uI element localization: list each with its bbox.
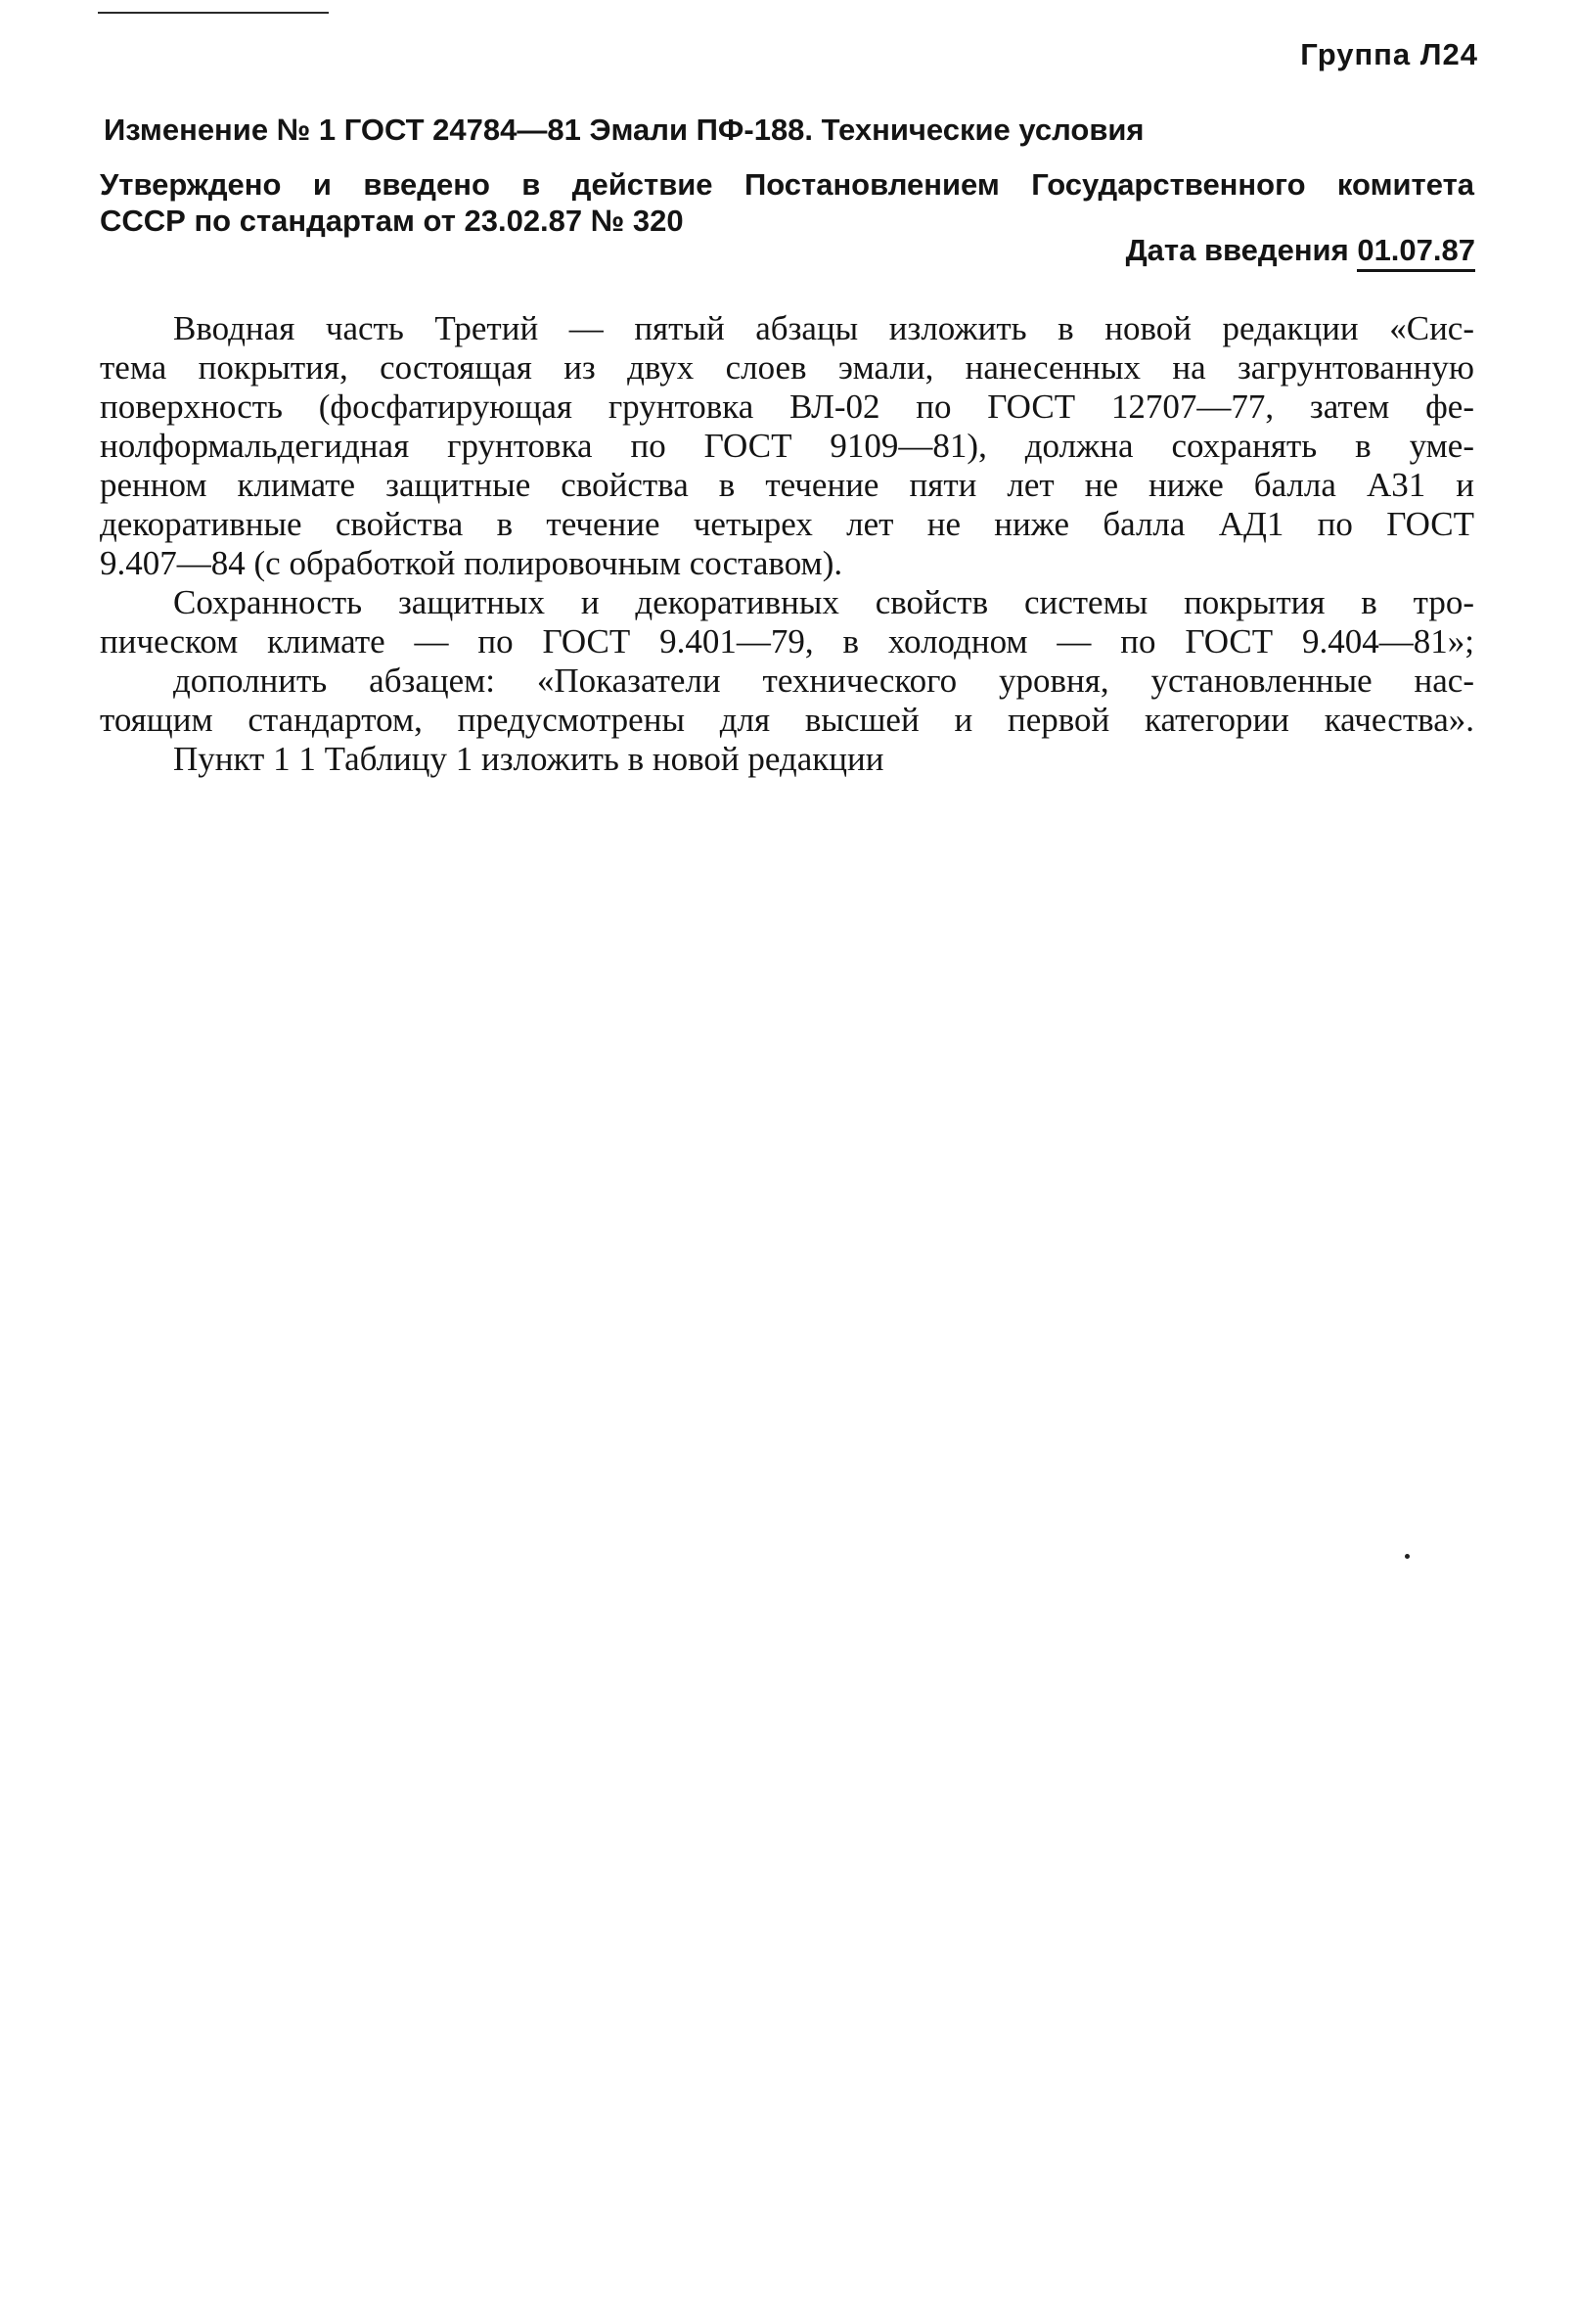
body-line: тема покрытия, состоящая из двух слоев эмали, нанесенных на загрунтованную — [100, 348, 1474, 387]
body-line: Вводная часть Третий — пятый абзацы изложить в новой редакции «Сис- — [173, 309, 1474, 347]
amendment-title: Изменение № 1 ГОСТ 24784—81 Эмали ПФ-188. Технические условия — [104, 113, 1145, 147]
body-line: пическом климате — по ГОСТ 9.401—79, в холодном — по ГОСТ 9.404—81»; — [100, 622, 1474, 661]
amendment-body — [100, 309, 1474, 779]
body-line: поверхность (фосфатирующая грунтовка ВЛ-02 по ГОСТ 12707—77, затем фе- — [100, 387, 1474, 426]
approval-statement — [100, 166, 1474, 239]
body-line: тоящим стандартом, предусмотрены для высшей и первой категории качества». — [100, 701, 1474, 739]
body-line: нолформальдегидная грунтовка по ГОСТ 9109—81), должна сохранять в уме- — [100, 427, 1474, 465]
body-line: Пункт 1 1 Таблицу 1 изложить в новой редакции — [173, 740, 884, 778]
approval-line: СССР по стандартам от 23.02.87 № 320 — [100, 204, 684, 238]
top-rule — [98, 12, 329, 14]
body-line: Сохранность защитных и декоративных свойств системы покрытия в тро- — [173, 583, 1474, 621]
body-line: 9.407—84 (с обработкой полировочным составом). — [100, 544, 843, 582]
scan-speck — [1405, 1554, 1410, 1559]
effective-date-value: 01.07.87 — [1357, 233, 1475, 272]
body-line: ренном климате защитные свойства в течение пяти лет не ниже балла А31 и — [100, 466, 1474, 504]
effective-date-label: Дата введения — [1125, 233, 1349, 267]
effective-date — [1126, 233, 1475, 268]
body-line: декоративные свойства в течение четырех лет не ниже балла АД1 по ГОСТ — [100, 505, 1474, 543]
approval-line: Утверждено и введено в действие Постановлением Государственного комитета — [100, 167, 1474, 202]
group-label: Группа Л24 — [1300, 37, 1478, 71]
body-line: дополнить абзацем: «Показатели технического уровня, установленные нас- — [173, 661, 1474, 700]
